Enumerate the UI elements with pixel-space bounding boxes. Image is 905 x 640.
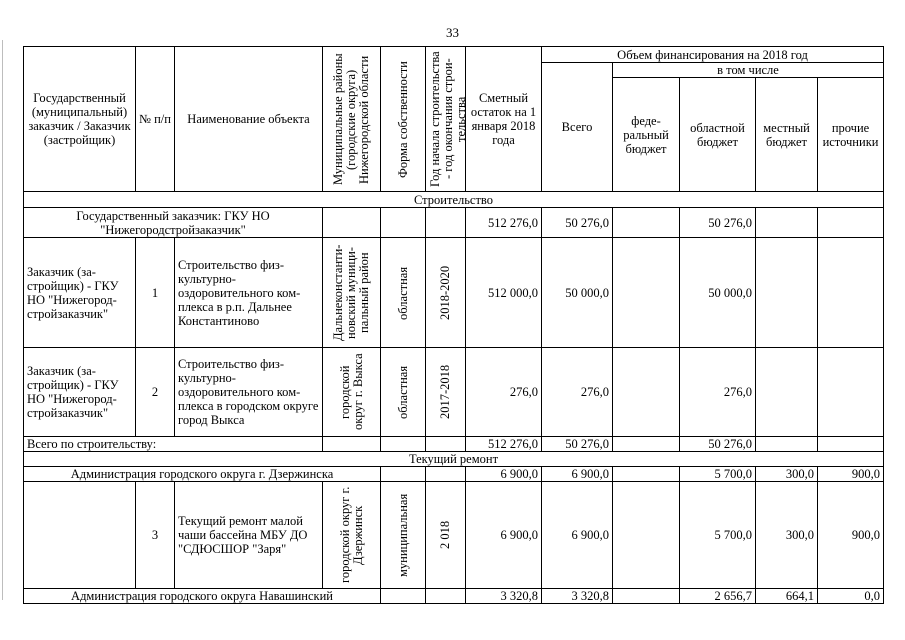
admin1-label: Администрация городского округа г. Дзержинска: [24, 467, 381, 482]
header-object-name: Наименование объекта: [175, 47, 323, 192]
header-districts: [323, 47, 381, 192]
empty-cell: [426, 589, 466, 604]
header-financing: Объем финансирования на 2018 год: [542, 47, 884, 63]
construction-total-balance: 512 276,0: [466, 437, 542, 452]
row1-ownership: [381, 238, 426, 348]
header-num: № п/п: [136, 47, 175, 192]
row2-balance: 276,0: [466, 348, 542, 437]
table-row: [24, 482, 884, 589]
empty-cell: [613, 589, 680, 604]
header-districts-text: Муниципальные районы (городские округа) Нижегородской области: [331, 53, 371, 185]
section-construction: Строительство: [24, 192, 884, 208]
header-years-text: Год начала строительства - год окончания строительства: [428, 51, 468, 187]
empty-cell: [818, 348, 884, 437]
row1-total: 50 000,0: [542, 238, 613, 348]
header-regional: областной бюджет: [680, 78, 756, 192]
admin2-local: 664,1: [756, 589, 818, 604]
admin2-balance: 3 320,8: [466, 589, 542, 604]
row3-balance: 6 900,0: [466, 482, 542, 589]
state-customer-regional: 50 276,0: [680, 208, 756, 238]
admin2-total: 3 320,8: [542, 589, 613, 604]
admin1-total: 6 900,0: [542, 467, 613, 482]
row3-num: 3: [136, 482, 175, 589]
row3-name: Текущий ремонт малой чаши бассейна МБУ ДО "СДЮСШОР "Заря": [175, 482, 323, 589]
empty-cell: [756, 238, 818, 348]
admin2-other: 0,0: [818, 589, 884, 604]
header-including: в том числе: [613, 63, 884, 78]
empty-cell: [613, 348, 680, 437]
construction-total-total: 50 276,0: [542, 437, 613, 452]
empty-cell: [381, 208, 426, 238]
row3-district: [323, 482, 381, 589]
row2-num: 2: [136, 348, 175, 437]
row1-balance: 512 000,0: [466, 238, 542, 348]
row3-years: [426, 482, 466, 589]
empty-cell: [613, 437, 680, 452]
table-row: [24, 238, 884, 348]
row2-district-text: городской округ г. Выкса: [337, 353, 365, 431]
row1-ownership-text: областная: [395, 265, 410, 320]
empty-cell: [818, 437, 884, 452]
row3-ownership-text: муниципальная: [395, 493, 410, 577]
row3-district-text: городской округ г. Дзержинск: [337, 486, 365, 584]
state-customer-total: 50 276,0: [542, 208, 613, 238]
row3-other: 900,0: [818, 482, 884, 589]
header-local: местный бюджет: [756, 78, 818, 192]
empty-cell: [613, 482, 680, 589]
row1-district: [323, 238, 381, 348]
row2-ownership: [381, 348, 426, 437]
row2-total: 276,0: [542, 348, 613, 437]
admin1-local: 300,0: [756, 467, 818, 482]
construction-total-regional: 50 276,0: [680, 437, 756, 452]
row1-years-text: 2018-2020: [438, 265, 452, 320]
row3-years-text: 2 018: [438, 520, 452, 550]
header-federal: федеральный бюджет: [613, 78, 680, 192]
empty-cell: [818, 208, 884, 238]
sheet-edge: [2, 40, 3, 600]
header-total: Всего: [542, 63, 613, 192]
row3-total: 6 900,0: [542, 482, 613, 589]
row2-district: [323, 348, 381, 437]
row1-customer: Заказчик (застройщик) - ГКУ НО "Нижегородстройзаказчик": [24, 238, 136, 348]
header-ownership: [381, 47, 426, 192]
empty-cell: [613, 467, 680, 482]
header-years: [426, 47, 466, 192]
admin1-other: 900,0: [818, 467, 884, 482]
row3-regional: 5 700,0: [680, 482, 756, 589]
admin1-regional: 5 700,0: [680, 467, 756, 482]
empty-cell: [426, 467, 466, 482]
header-balance: Сметный остаток на 1 января 2018 года: [466, 47, 542, 192]
row2-customer: Заказчик (застройщик) - ГКУ НО "Нижегородстройзаказчик": [24, 348, 136, 437]
empty-cell: [323, 437, 381, 452]
empty-cell: [613, 208, 680, 238]
empty-cell: [381, 467, 426, 482]
row2-years-text: 2017-2018: [438, 364, 452, 420]
page-number: 33: [446, 25, 459, 40]
admin2-label: Администрация городского округа Навашинский: [24, 589, 381, 604]
empty-cell: [756, 208, 818, 238]
empty-cell: [818, 238, 884, 348]
header-ownership-text: Форма собственности: [395, 60, 410, 178]
row1-years: [426, 238, 466, 348]
row2-years: [426, 348, 466, 437]
empty-cell: [24, 482, 136, 589]
empty-cell: [426, 437, 466, 452]
construction-total-label: Всего по строительству:: [24, 437, 323, 452]
row1-name: Строительство физкультурно-оздоровительного комплекса в р.п. Дальнее Константиново: [175, 238, 323, 348]
empty-cell: [426, 208, 466, 238]
section-repair: Текущий ремонт: [24, 452, 884, 467]
table-row: [24, 348, 884, 437]
header-customer: Государственный (муниципальный) заказчик / Заказчик (застройщик): [24, 47, 136, 192]
state-customer-balance: 512 276,0: [466, 208, 542, 238]
row2-name: Строительство физкультурно-оздоровительного комплекса в городском округе город Выкса: [175, 348, 323, 437]
empty-cell: [323, 208, 381, 238]
admin2-regional: 2 656,7: [680, 589, 756, 604]
empty-cell: [756, 437, 818, 452]
empty-cell: [613, 238, 680, 348]
empty-cell: [756, 348, 818, 437]
row3-local: 300,0: [756, 482, 818, 589]
row1-district-text: Дальнеконстантиновский муниципальный район: [331, 244, 371, 341]
financing-table: [23, 46, 884, 604]
header-other: прочие источники: [818, 78, 884, 192]
admin1-balance: 6 900,0: [466, 467, 542, 482]
row2-ownership-text: областная: [395, 365, 410, 419]
row3-ownership: [381, 482, 426, 589]
state-customer-label: Государственный заказчик: ГКУ НО "Нижегородстройзаказчик": [24, 208, 323, 238]
row1-regional: 50 000,0: [680, 238, 756, 348]
row1-num: 1: [136, 238, 175, 348]
row2-regional: 276,0: [680, 348, 756, 437]
empty-cell: [381, 437, 426, 452]
empty-cell: [381, 589, 426, 604]
